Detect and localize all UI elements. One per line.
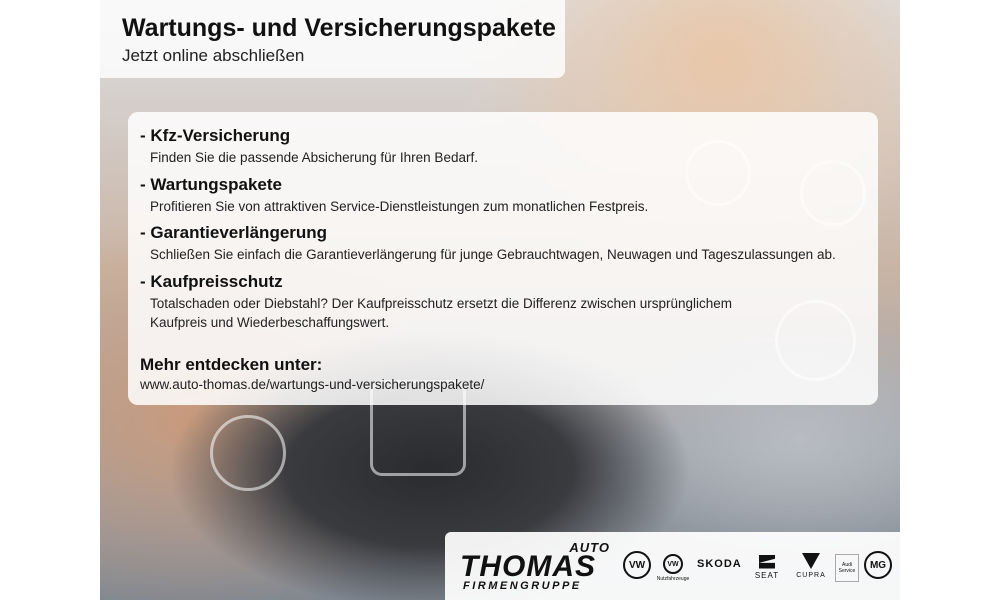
more-link[interactable]: www.auto-thomas.de/wartungs-und-versicherungspakete/	[140, 377, 485, 392]
item-text: Profitieren Sie von attraktiven Service-Dienstleistungen zum monatlichen Festpreis.	[150, 199, 649, 214]
vw-logo: VW	[623, 551, 651, 579]
audi-service-logo: Audi Service	[835, 554, 859, 582]
item-garantieverlaengerung	[140, 223, 836, 264]
more-heading: Mehr entdecken unter:	[140, 355, 323, 374]
item-heading: - Wartungspakete	[140, 175, 283, 194]
item-kfz-versicherung	[140, 126, 478, 167]
content-panel	[128, 112, 878, 405]
more-section	[140, 355, 484, 392]
chart-icon	[210, 415, 286, 491]
item-text: Totalschaden oder Diebstahl? Der Kaufpreisschutz ersetzt die Differenz zwischen ursprünglichem Kaufpreis und Wiederbeschaffungswert.	[150, 296, 733, 330]
page-subtitle: Jetzt online abschließen	[122, 46, 305, 65]
background-photo	[100, 0, 900, 600]
page-title: Wartungs- und Versicherungspakete	[122, 14, 556, 42]
logo-bar	[445, 532, 900, 600]
item-heading: - Garantieverlängerung	[140, 223, 328, 242]
cupra-logo: CUPRA	[790, 550, 832, 582]
item-text: Finden Sie die passende Absicherung für Ihren Bedarf.	[150, 150, 478, 165]
auto-thomas-logo: AUTO THOMAS FIRMENGRUPPE	[460, 540, 610, 592]
item-kaufpreisschutz	[140, 272, 780, 332]
item-wartungspakete	[140, 175, 648, 216]
vw-nutzfahrzeuge-logo: VW Nutzfahrzeuge	[655, 548, 691, 588]
seat-logo: SEAT	[750, 552, 784, 582]
skoda-logo: SKODA	[697, 558, 742, 570]
item-heading: - Kaufpreisschutz	[140, 272, 283, 291]
item-heading: - Kfz-Versicherung	[140, 126, 291, 145]
item-text: Schließen Sie einfach die Garantieverlängerung für junge Gebrauchtwagen, Neuwagen und Tageszulassungen ab.	[150, 247, 836, 262]
mg-logo: MG	[864, 551, 892, 579]
title-panel	[100, 0, 565, 78]
